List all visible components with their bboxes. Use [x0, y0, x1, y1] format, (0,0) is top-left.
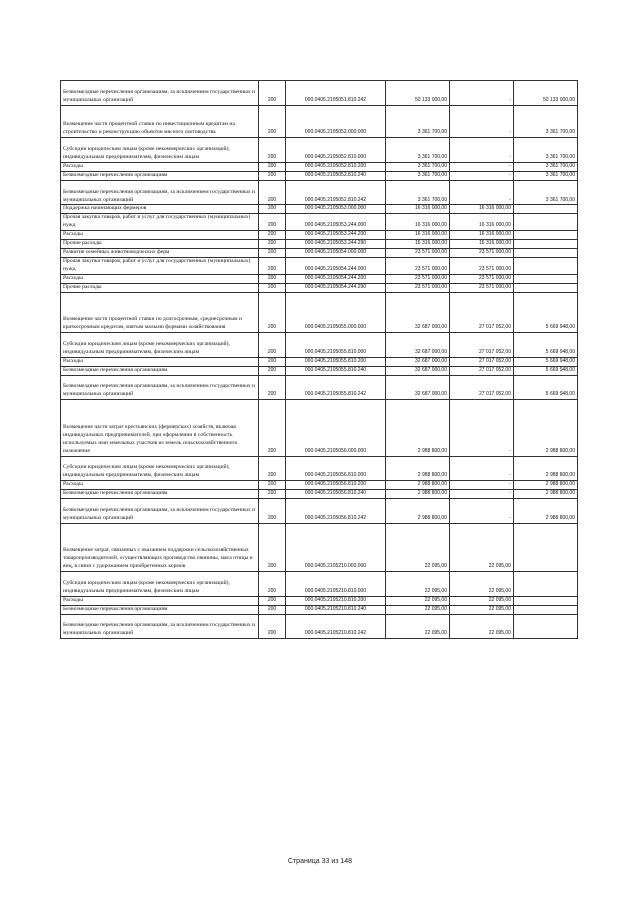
row-code-cell: 200	[259, 333, 286, 358]
table-row	[61, 572, 578, 597]
row-classification-code-cell: 000.0405.2105052.810.240	[286, 171, 386, 180]
row-code-cell: 200	[259, 257, 286, 274]
row-executed-amount-cell: -	[450, 456, 514, 481]
row-classification-code-cell: 000.0405.2105052.810.242	[286, 180, 386, 205]
table-row	[61, 357, 578, 366]
row-unexecuted-amount-cell	[514, 257, 578, 274]
row-name-cell: Расходы	[61, 274, 259, 283]
row-name-cell: Прочие расходы	[61, 240, 259, 249]
table-row	[61, 81, 578, 106]
row-unexecuted-amount-cell	[514, 231, 578, 240]
row-approved-amount-cell: 2 988 800,00	[386, 456, 450, 481]
row-name-cell: Субсидии юридическим лицам (кроме некоммерческих организаций), индивидуальным предпринимателям, физическим лицам	[61, 456, 259, 481]
row-approved-amount-cell: 23 571 000,00	[386, 249, 450, 258]
row-classification-code-cell: 000.0405.2105056.000.000	[286, 400, 386, 456]
row-approved-amount-cell: 22 095,00	[386, 572, 450, 597]
row-approved-amount-cell: 23 571 000,00	[386, 283, 450, 292]
row-approved-amount-cell: 2 988 800,00	[386, 400, 450, 456]
row-approved-amount-cell: 32 687 000,00	[386, 333, 450, 358]
row-unexecuted-amount-cell: 50 133 000,00	[514, 81, 578, 106]
row-code-cell: 200	[259, 205, 286, 214]
row-executed-amount-cell: 22 095,00	[450, 572, 514, 597]
row-classification-code-cell: 000.0405.2105210.810.000	[286, 572, 386, 597]
row-code-cell: 200	[259, 162, 286, 171]
row-approved-amount-cell: 23 571 000,00	[386, 274, 450, 283]
table-row	[61, 456, 578, 481]
row-name-cell: Возмещение затрат, связанных с оказанием поддержки сельскохозяйственных товаропроизводителей, осуществляющих производство свинины, мяса птицы и яиц, в связи с удорожанием приобретенных кормов	[61, 523, 259, 571]
table-row	[61, 180, 578, 205]
row-classification-code-cell: 000.0405.2105056.810.242	[286, 499, 386, 524]
row-approved-amount-cell: 32 687 000,00	[386, 292, 450, 333]
row-classification-code-cell: 000.0405.2105055.810.240	[286, 366, 386, 375]
table-row	[61, 614, 578, 639]
row-unexecuted-amount-cell	[514, 523, 578, 571]
row-code-cell: 200	[259, 523, 286, 571]
row-classification-code-cell: 000.0405.2105055.000.000	[286, 292, 386, 333]
row-executed-amount-cell: -	[450, 162, 514, 171]
row-name-cell: Субсидии юридическим лицам (кроме некоммерческих организаций), индивидуальным предпринимателям, физическим лицам	[61, 333, 259, 358]
row-approved-amount-cell: 22 095,00	[386, 614, 450, 639]
row-executed-amount-cell: 23 571 000,00	[450, 274, 514, 283]
row-unexecuted-amount-cell	[514, 274, 578, 283]
row-code-cell: 200	[259, 180, 286, 205]
row-unexecuted-amount-cell	[514, 214, 578, 231]
row-code-cell: 200	[259, 375, 286, 400]
row-executed-amount-cell: -	[450, 499, 514, 524]
row-classification-code-cell: 000.0405.2105054.244.290	[286, 283, 386, 292]
table-row	[61, 490, 578, 499]
row-unexecuted-amount-cell: 3 361 700,00	[514, 180, 578, 205]
row-unexecuted-amount-cell	[514, 249, 578, 258]
budget-table-body	[61, 81, 578, 639]
row-name-cell: Возмещение части затрат крестьянских (фермерских) хозяйств, включая индивидуальных предпринимателей, при оформлении в собственность используемых ими земельных участков из земель сельскохозяйственного назначения	[61, 400, 259, 456]
row-executed-amount-cell: 27 017 052,00	[450, 357, 514, 366]
row-code-cell: 200	[259, 231, 286, 240]
row-executed-amount-cell: 16 316 000,00	[450, 205, 514, 214]
row-executed-amount-cell: 23 571 000,00	[450, 249, 514, 258]
row-approved-amount-cell: 16 316 000,00	[386, 214, 450, 231]
row-approved-amount-cell: 16 316 000,00	[386, 205, 450, 214]
row-name-cell: Прочая закупка товаров, работ и услуг для государственных (муниципальных) нужд	[61, 214, 259, 231]
row-unexecuted-amount-cell: 5 669 948,00	[514, 375, 578, 400]
row-approved-amount-cell: 16 316 000,00	[386, 231, 450, 240]
row-classification-code-cell: 000.0405.2105210.810.240	[286, 605, 386, 614]
row-name-cell: Расходы	[61, 481, 259, 490]
table-row	[61, 240, 578, 249]
row-unexecuted-amount-cell	[514, 596, 578, 605]
row-approved-amount-cell: 32 687 000,00	[386, 366, 450, 375]
table-row	[61, 481, 578, 490]
table-row	[61, 523, 578, 571]
row-code-cell: 200	[259, 456, 286, 481]
table-row	[61, 105, 578, 138]
row-classification-code-cell: 000.0405.2105054.244.200	[286, 274, 386, 283]
row-executed-amount-cell: -	[450, 81, 514, 106]
row-code-cell: 200	[259, 292, 286, 333]
row-classification-code-cell: 000.0405.2105053.244.000	[286, 214, 386, 231]
row-executed-amount-cell: 27 017 052,00	[450, 292, 514, 333]
row-classification-code-cell: 000.0405.2105210.000.000	[286, 523, 386, 571]
row-approved-amount-cell: 50 133 000,00	[386, 81, 450, 106]
row-executed-amount-cell: 27 017 052,00	[450, 333, 514, 358]
row-code-cell: 200	[259, 274, 286, 283]
table-row	[61, 249, 578, 258]
row-classification-code-cell: 000.0405.2105055.810.000	[286, 333, 386, 358]
row-approved-amount-cell: 3 361 700,00	[386, 162, 450, 171]
row-executed-amount-cell: 23 571 000,00	[450, 283, 514, 292]
row-code-cell: 200	[259, 481, 286, 490]
row-classification-code-cell: 000.0405.2105055.810.242	[286, 375, 386, 400]
row-unexecuted-amount-cell: 3 361 700,00	[514, 162, 578, 171]
row-classification-code-cell: 000.0405.2105056.810.000	[286, 456, 386, 481]
row-classification-code-cell: 000.0405.2105056.810.200	[286, 481, 386, 490]
row-approved-amount-cell: 3 361 700,00	[386, 180, 450, 205]
row-name-cell: Безвозмездные перечисления организациям	[61, 366, 259, 375]
row-unexecuted-amount-cell	[514, 572, 578, 597]
row-approved-amount-cell: 32 687 000,00	[386, 357, 450, 366]
row-executed-amount-cell: 22 095,00	[450, 523, 514, 571]
row-classification-code-cell: 000.0405.2105051.810.242	[286, 81, 386, 106]
row-name-cell: Безвозмездные перечисления организациям, за исключением государственных и муниципальных организаций	[61, 499, 259, 524]
row-unexecuted-amount-cell: 5 669 948,00	[514, 292, 578, 333]
row-name-cell: Безвозмездные перечисления организациям	[61, 605, 259, 614]
table-row	[61, 292, 578, 333]
row-approved-amount-cell: 3 361 700,00	[386, 171, 450, 180]
row-executed-amount-cell: 22 095,00	[450, 614, 514, 639]
row-approved-amount-cell: 22 095,00	[386, 605, 450, 614]
table-row	[61, 333, 578, 358]
row-approved-amount-cell: 3 361 700,00	[386, 105, 450, 138]
row-code-cell: 200	[259, 596, 286, 605]
row-name-cell: Прочие расходы	[61, 283, 259, 292]
row-code-cell: 200	[259, 499, 286, 524]
row-executed-amount-cell: 27 017 052,00	[450, 375, 514, 400]
row-name-cell: Субсидии юридическим лицам (кроме некоммерческих организаций), индивидуальным предпринимателям, физическим лицам	[61, 138, 259, 163]
row-unexecuted-amount-cell: 5 669 948,00	[514, 333, 578, 358]
row-classification-code-cell: 000.0405.2105055.810.200	[286, 357, 386, 366]
row-name-cell: Расходы	[61, 162, 259, 171]
row-classification-code-cell: 000.0405.2105056.810.240	[286, 490, 386, 499]
row-code-cell: 200	[259, 105, 286, 138]
row-code-cell: 200	[259, 605, 286, 614]
row-classification-code-cell: 000.0405.2105054.244.000	[286, 257, 386, 274]
row-code-cell: 200	[259, 490, 286, 499]
row-code-cell: 200	[259, 81, 286, 106]
row-name-cell: Безвозмездные перечисления организациям, за исключением государственных и муниципальных организаций	[61, 180, 259, 205]
table-row	[61, 274, 578, 283]
row-name-cell: Субсидии юридическим лицам (кроме некоммерческих организаций), индивидуальным предпринимателям, физическим лицам	[61, 572, 259, 597]
row-executed-amount-cell: -	[450, 490, 514, 499]
row-name-cell: Возмещение части процентной ставки по долгосрочным, среднесрочным и краткосрочным кредитам, взятым малыми формами хозяйствования	[61, 292, 259, 333]
row-approved-amount-cell: 3 361 700,00	[386, 138, 450, 163]
row-name-cell: Безвозмездные перечисления организациям, за исключением государственных и муниципальных организаций	[61, 614, 259, 639]
page-footer: Страница 33 из 148	[287, 858, 353, 865]
budget-table	[60, 80, 578, 639]
row-code-cell: 200	[259, 614, 286, 639]
row-unexecuted-amount-cell	[514, 605, 578, 614]
row-name-cell: Расходы	[61, 596, 259, 605]
row-name-cell: Развитие семейных животноводческих ферм	[61, 249, 259, 258]
row-code-cell: 200	[259, 171, 286, 180]
table-row	[61, 231, 578, 240]
table-row	[61, 375, 578, 400]
row-approved-amount-cell: 22 095,00	[386, 523, 450, 571]
row-approved-amount-cell: 16 316 000,00	[386, 240, 450, 249]
row-classification-code-cell: 000.0405.2105210.810.200	[286, 596, 386, 605]
row-executed-amount-cell: 16 316 000,00	[450, 240, 514, 249]
row-classification-code-cell: 000.0405.2105054.000.000	[286, 249, 386, 258]
row-unexecuted-amount-cell: 5 669 948,00	[514, 357, 578, 366]
row-executed-amount-cell: -	[450, 400, 514, 456]
row-unexecuted-amount-cell: 3 361 700,00	[514, 171, 578, 180]
row-code-cell: 200	[259, 366, 286, 375]
row-approved-amount-cell: 2 988 800,00	[386, 481, 450, 490]
row-executed-amount-cell: 22 095,00	[450, 605, 514, 614]
row-unexecuted-amount-cell	[514, 205, 578, 214]
table-row	[61, 499, 578, 524]
row-executed-amount-cell: -	[450, 171, 514, 180]
row-unexecuted-amount-cell	[514, 240, 578, 249]
row-unexecuted-amount-cell: 2 988 800,00	[514, 400, 578, 456]
row-executed-amount-cell: 16 316 000,00	[450, 214, 514, 231]
row-code-cell: 200	[259, 283, 286, 292]
row-unexecuted-amount-cell: 2 988 800,00	[514, 456, 578, 481]
row-code-cell: 200	[259, 138, 286, 163]
table-row	[61, 400, 578, 456]
row-code-cell: 200	[259, 357, 286, 366]
row-approved-amount-cell: 32 687 000,00	[386, 375, 450, 400]
table-row	[61, 596, 578, 605]
table-row	[61, 205, 578, 214]
row-unexecuted-amount-cell: 2 988 800,00	[514, 490, 578, 499]
table-row	[61, 214, 578, 231]
row-code-cell: 200	[259, 214, 286, 231]
row-unexecuted-amount-cell: 2 988 800,00	[514, 499, 578, 524]
row-approved-amount-cell: 22 095,00	[386, 596, 450, 605]
row-classification-code-cell: 000.0405.2105052.000.000	[286, 105, 386, 138]
row-name-cell: Безвозмездные перечисления организациям	[61, 490, 259, 499]
row-name-cell: Возмещение части процентной ставки по инвестиционным кредитам на строительство и реконструкцию объектов мясного скотоводства	[61, 105, 259, 138]
row-name-cell: Поддержка начинающих фермеров	[61, 205, 259, 214]
row-unexecuted-amount-cell: 2 988 800,00	[514, 481, 578, 490]
row-classification-code-cell: 000.0405.2105053.000.000	[286, 205, 386, 214]
row-approved-amount-cell: 23 571 000,00	[386, 257, 450, 274]
row-classification-code-cell: 000.0405.2105053.244.290	[286, 240, 386, 249]
row-unexecuted-amount-cell	[514, 283, 578, 292]
row-executed-amount-cell: 23 571 000,00	[450, 257, 514, 274]
row-executed-amount-cell: -	[450, 138, 514, 163]
row-executed-amount-cell: -	[450, 105, 514, 138]
row-unexecuted-amount-cell: 3 361 700,00	[514, 138, 578, 163]
row-code-cell: 200	[259, 249, 286, 258]
row-name-cell: Расходы	[61, 231, 259, 240]
table-row	[61, 605, 578, 614]
row-unexecuted-amount-cell: 3 361 700,00	[514, 105, 578, 138]
table-row	[61, 366, 578, 375]
table-row	[61, 283, 578, 292]
row-classification-code-cell: 000.0405.2105210.810.242	[286, 614, 386, 639]
row-executed-amount-cell: -	[450, 180, 514, 205]
row-name-cell: Прочая закупка товаров, работ и услуг для государственных (муниципальных) нужд	[61, 257, 259, 274]
row-unexecuted-amount-cell: 5 669 948,00	[514, 366, 578, 375]
row-code-cell: 200	[259, 400, 286, 456]
row-classification-code-cell: 000.0405.2105053.244.200	[286, 231, 386, 240]
row-approved-amount-cell: 2 988 800,00	[386, 499, 450, 524]
row-name-cell: Безвозмездные перечисления организациям	[61, 171, 259, 180]
row-name-cell: Безвозмездные перечисления организациям, за исключением государственных и муниципальных организаций	[61, 375, 259, 400]
row-executed-amount-cell: 22 095,00	[450, 596, 514, 605]
table-row	[61, 162, 578, 171]
row-classification-code-cell: 000.0405.2105052.810.000	[286, 138, 386, 163]
row-approved-amount-cell: 2 988 800,00	[386, 490, 450, 499]
row-code-cell: 200	[259, 572, 286, 597]
table-row	[61, 171, 578, 180]
table-row	[61, 257, 578, 274]
row-unexecuted-amount-cell	[514, 614, 578, 639]
row-name-cell: Безвозмездные перечисления организациям, за исключением государственных и муниципальных организаций	[61, 81, 259, 106]
row-executed-amount-cell: 16 316 000,00	[450, 231, 514, 240]
row-executed-amount-cell: 27 017 052,00	[450, 366, 514, 375]
row-executed-amount-cell: -	[450, 481, 514, 490]
row-name-cell: Расходы	[61, 357, 259, 366]
table-row	[61, 138, 578, 163]
row-code-cell: 200	[259, 240, 286, 249]
row-classification-code-cell: 000.0405.2105052.810.200	[286, 162, 386, 171]
